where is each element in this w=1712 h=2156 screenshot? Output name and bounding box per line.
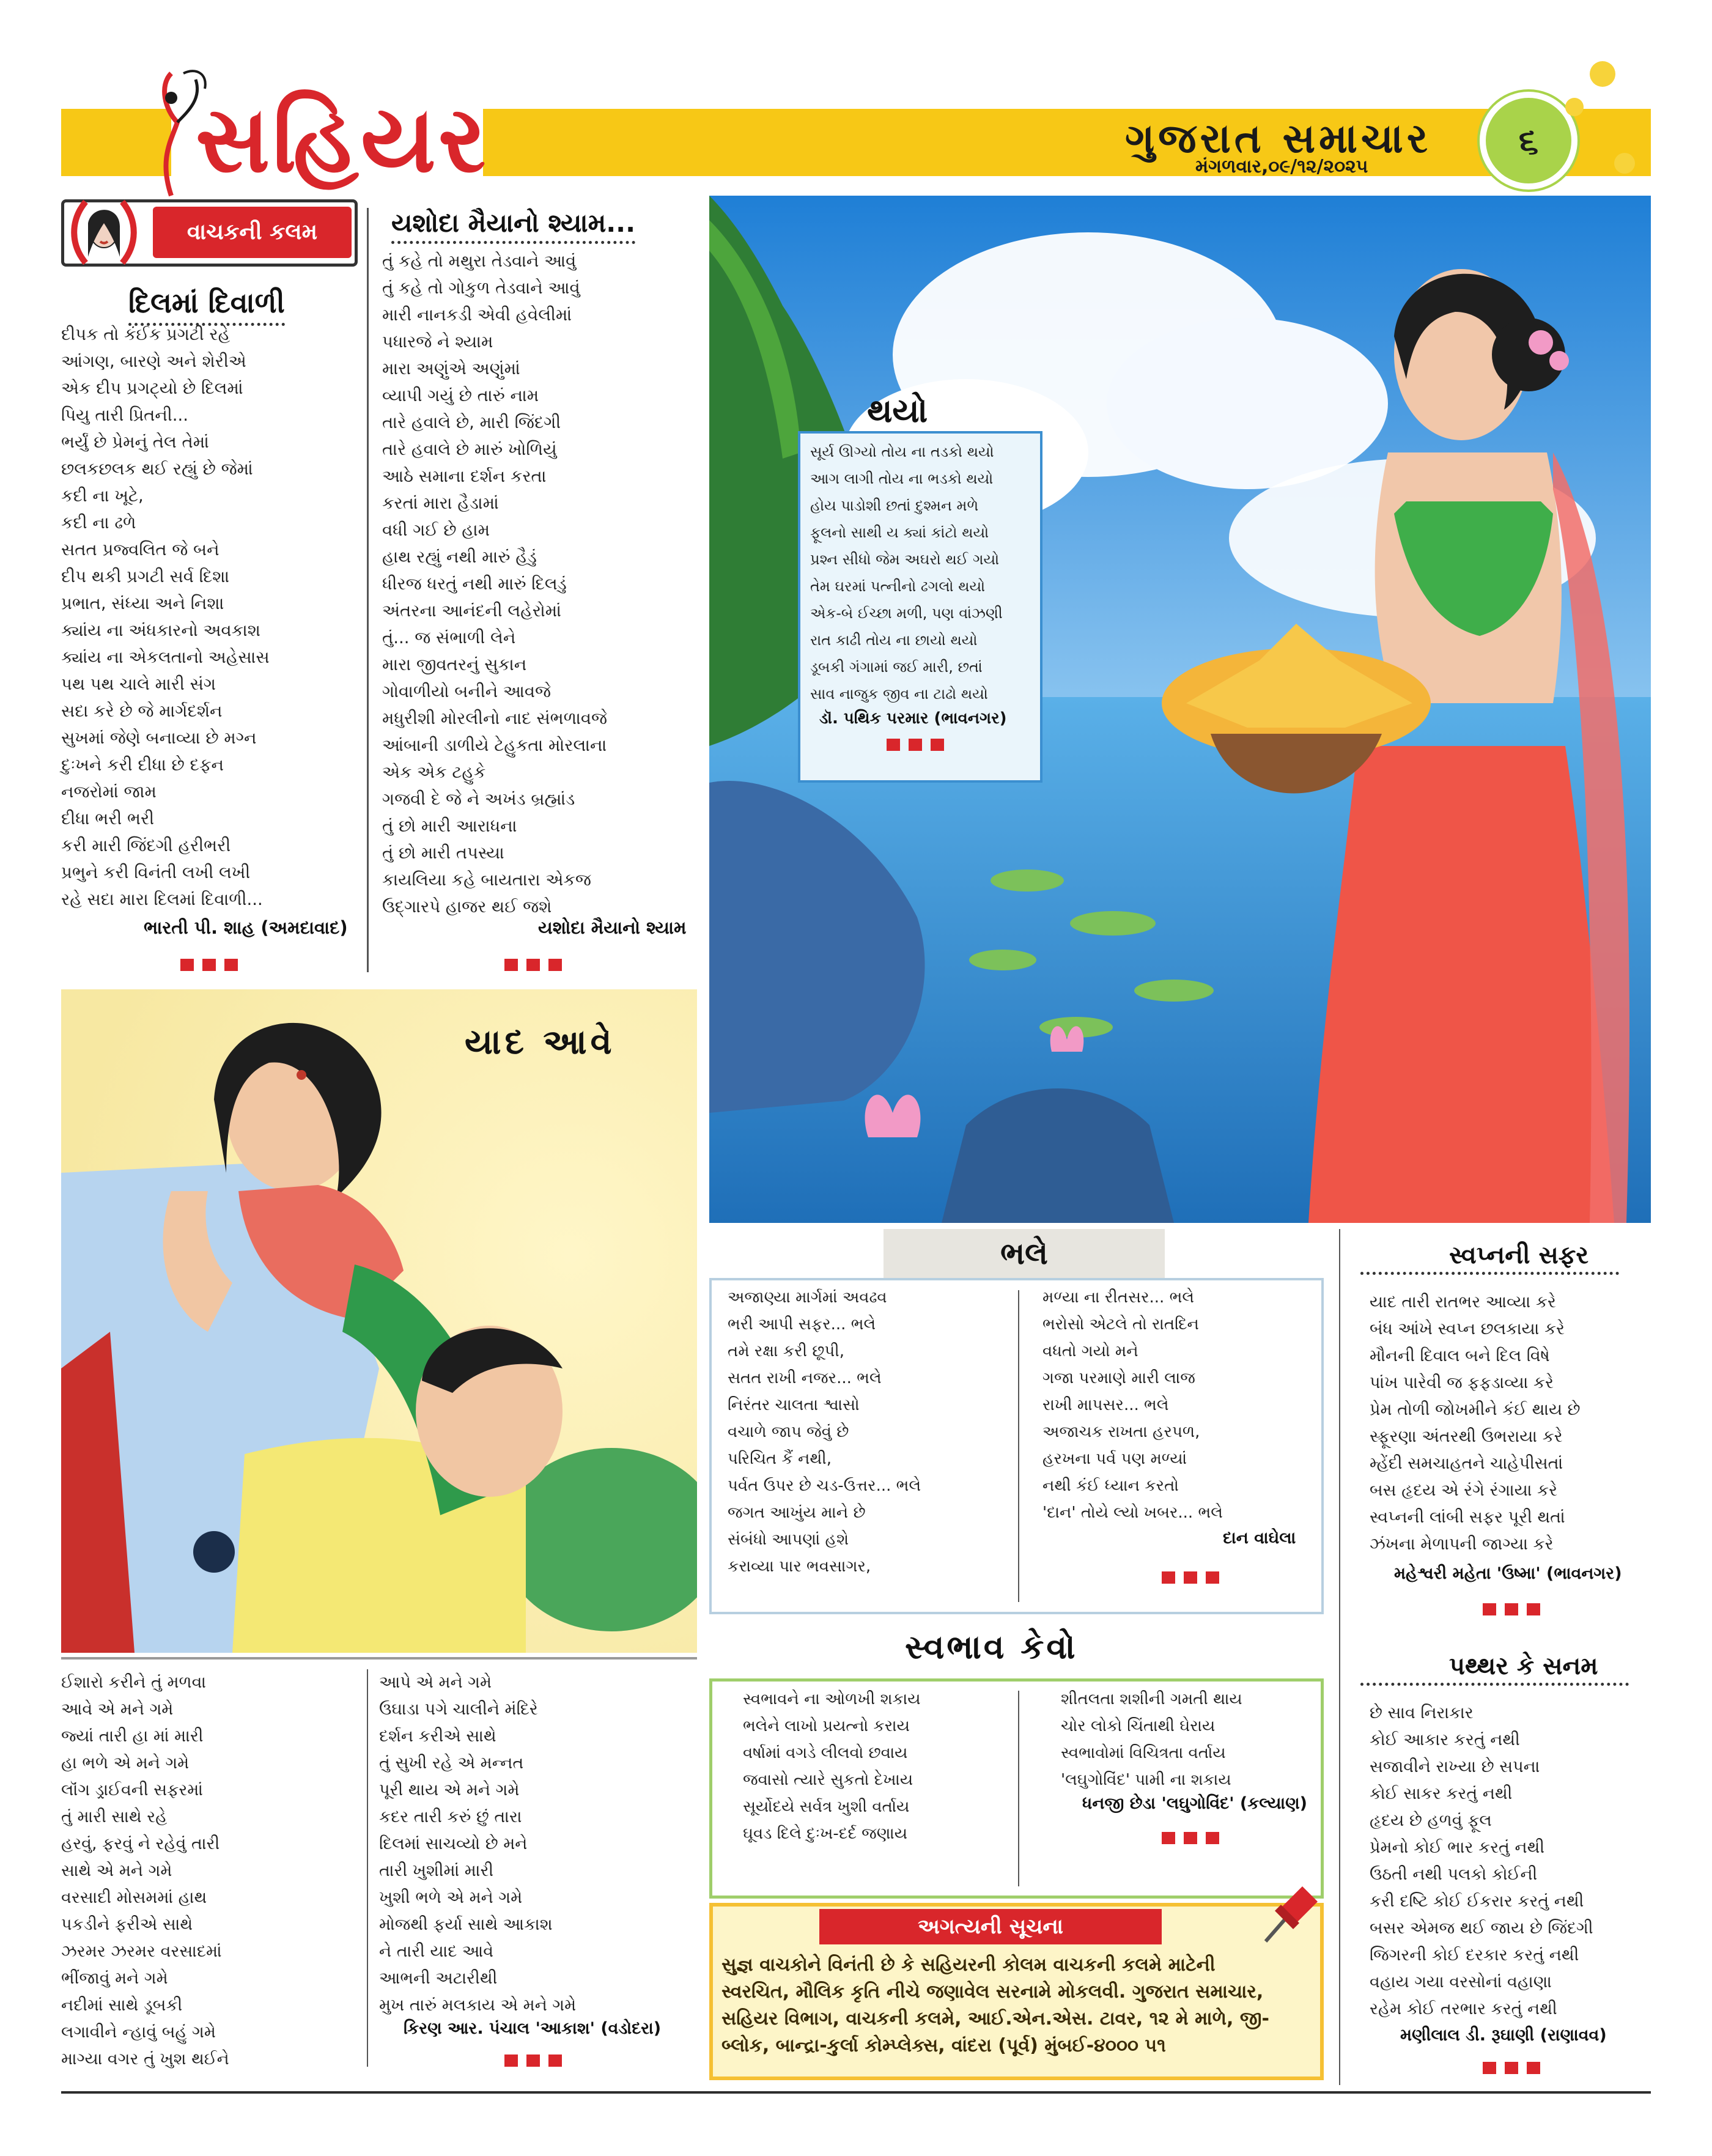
- poem-line: પાંખ પારેવી જ ફફડાવ્યા કરે: [1370, 1373, 1554, 1392]
- poem-line: તું કહે તો મથુરા તેડવાને આવું: [382, 251, 577, 271]
- end-marks: [504, 2054, 562, 2067]
- poem-line: માગ્યા વગર તું ખુશ થઈને: [61, 2050, 229, 2069]
- poem-patthar-lines: [1370, 1700, 1593, 2023]
- notice-title-bar: [819, 1909, 1162, 1944]
- poem-line: તેમ ઘરમાં પત્નીનો ઢગલો થયો: [810, 578, 986, 595]
- column-divider: [1339, 1229, 1340, 2085]
- poem-line: મુખ તારું મલકાય એ મને ગમે: [379, 1996, 577, 2015]
- poem-line: ગજા પરમાણે મારી લાજ: [1042, 1369, 1195, 1387]
- poem-line: સંબંધો આપણાં હશે: [728, 1530, 849, 1549]
- poem-line: જગત આખુંય માને છે: [728, 1504, 866, 1522]
- column-label: [153, 207, 352, 258]
- poem-line: પ્રભુને કરી વિનંતી લખી લખી: [61, 863, 251, 882]
- poem-line: કોઈ સાકર કરતું નથી: [1370, 1784, 1513, 1803]
- poem-line: ઉદ્ગારપે હાજર થઈ જશે: [382, 897, 552, 917]
- poem-line: ઘૂવડ દિલે દુઃખ-દર્દ જણાય: [743, 1825, 908, 1843]
- poem-line: 'દાન' તોયે લ્યો ખબર... ભલે: [1042, 1504, 1223, 1522]
- poem-diwali-title: દિલમાં દિવાળી: [128, 286, 285, 326]
- poem-line: પર્વત ઉપર છે ચડ-ઉત્તર... ભલે: [728, 1477, 921, 1495]
- poem-line: ભીંજાવું મને ગમે: [61, 1969, 168, 1988]
- poem-yaad-lines-left: [61, 1669, 229, 2073]
- notice-lines: [721, 1949, 1269, 2057]
- poem-line: તું કહે તો ગોકુળ તેડવાને આવું: [382, 278, 580, 298]
- poem-line: સતત રાખી નજર... ભલે: [728, 1369, 882, 1387]
- poem-line: તારે હવાલે છે મારું ખોળિયું: [382, 440, 557, 459]
- poem-line: સુખમાં જેણે બનાવ્યા છે મગ્ન: [61, 728, 257, 748]
- poem-line: મારી નાનકડી એવી હવેલીમાં: [382, 305, 572, 325]
- flower-decoration-icon: [1590, 61, 1615, 87]
- couple-illustration: [61, 989, 697, 1653]
- poem-yaad-author: કિરણ આર. પંચાલ 'આકાશ' (વડોદરા): [404, 2019, 662, 2038]
- poem-line: અજાણ્યા માર્ગમાં અવઢવ: [728, 1288, 887, 1307]
- poem-line: છલકછલક થઈ રહ્યું છે જેમાં: [61, 459, 253, 479]
- poem-line: ધીરજ ધરતું નથી મારું દિલડું: [382, 574, 567, 594]
- poem-line: મોજથી ફર્યા સાથે આકાશ: [379, 1915, 553, 1934]
- brand-title: સહિયર: [196, 86, 489, 193]
- end-marks: [887, 739, 944, 751]
- poem-yashoda-author: યશોદા મૈયાનો શ્યામ: [538, 917, 687, 938]
- reader-avatar-icon: [67, 196, 141, 269]
- poem-line: સતત પ્રજ્વલિત જે બને: [61, 540, 220, 559]
- poem-line: સ્વપ્નની લાંબી સફર પૂરી થતાં: [1370, 1508, 1565, 1527]
- poem-diwali-lines: [61, 321, 270, 913]
- poem-line: જિગરની કોઈ દરકાર કરતું નથી: [1370, 1946, 1579, 1965]
- poem-line: હરખના પર્વ પણ મળ્યાં: [1042, 1450, 1187, 1468]
- poem-line: નથી કંઈ ધ્યાન કરતો: [1042, 1477, 1179, 1495]
- poem-line: સ્ફૂરણા અંતરથી ઉભરાયા કરે: [1370, 1427, 1563, 1446]
- poem-swabhav-title: સ્વભાવ કેવો: [905, 1628, 1078, 1666]
- poem-line: સૂર્યોદયે સર્વત્ર ખુશી વર્તાય: [743, 1798, 910, 1816]
- poem-diwali-author: ભારતી પી. શાહ (અમદાવાદ): [144, 917, 348, 938]
- pushpin-icon: [1247, 1874, 1327, 1954]
- poem-line: વરસાદી મોસમમાં હાથ: [61, 1888, 207, 1907]
- poem-line: દીપક તો કંઈક પ્રગટી રહે: [61, 325, 231, 344]
- poem-line: તમે રક્ષા કરી છૂપી,: [728, 1342, 844, 1360]
- poem-line: ભરી આપી સફર... ભલે: [728, 1315, 876, 1334]
- poem-line: સદા કરે છે જે માર્ગદર્શન: [61, 701, 223, 721]
- poem-thayo-title: થયો: [867, 391, 928, 430]
- poem-line: વર્ષામાં વગડે લીલવો છવાય: [743, 1744, 908, 1762]
- poem-line: આંગણ, બારણે અને શેરીએ: [61, 352, 246, 371]
- poem-line: પરિચિત કૈં નથી,: [728, 1450, 832, 1468]
- poem-line: કરી મારી જિંદગી હરીભરી: [61, 836, 231, 855]
- poem-line: ડૂબકી ગંગામાં જઈ મારી, છતાં: [810, 659, 983, 676]
- column-label-text: વાચકની કલમ: [186, 220, 318, 245]
- poem-line: તું મારી સાથે રહે: [61, 1807, 168, 1826]
- poem-bhale-lines-right: [1042, 1284, 1223, 1526]
- page-number-badge: [1480, 92, 1577, 190]
- poem-line: તું સુખી રહે એ મન્નત: [379, 1754, 524, 1773]
- issue-date: મંગળવાર,૦૯/૧૨/૨૦૨૫: [1195, 156, 1368, 177]
- poem-line: જ્યાં તારી હા માં મારી: [61, 1727, 204, 1746]
- poem-line: પ્રેમ તોળી જોખમીને કંઈ થાય છે: [1370, 1400, 1581, 1419]
- poem-bhale-title: ભલે: [1000, 1235, 1048, 1271]
- column-divider: [367, 208, 369, 972]
- poem-line: ને તારી યાદ આવે: [379, 1942, 494, 1961]
- poem-thayo-lines: [810, 439, 1003, 708]
- poem-line: નજરોમાં જામ: [61, 782, 157, 802]
- poem-line: ભર્યું છે પ્રેમનું તેલ તેમાં: [61, 432, 209, 452]
- poem-yaad-title: યાદ આવે: [465, 1022, 616, 1062]
- poem-line: એક-બે ઈચ્છા મળી, પણ વાંઝણી: [810, 605, 1003, 622]
- poem-bhale-lines-left: [728, 1284, 921, 1580]
- flower-decoration-icon: [1565, 98, 1584, 116]
- section-rule: [61, 1657, 697, 1659]
- poem-line: અજાચક રાખતા હરપળ,: [1042, 1423, 1200, 1441]
- column-divider: [1018, 1691, 1019, 1886]
- poem-line: સૂર્ય ઊગ્યો તોય ના તડકો થયો: [810, 443, 994, 460]
- poem-line: સાથે એ મને ગમે: [61, 1861, 172, 1880]
- poem-line: 'લઘુગોવિંદ' પામી ના શકાય: [1061, 1771, 1231, 1789]
- poem-line: નદીમાં સાથે ડૂબકી: [61, 1996, 183, 2015]
- poem-line: વહાય ગયા વરસોનાં વહાણા: [1370, 1973, 1552, 1992]
- poem-line: પકડીને ફરીએ સાથે: [61, 1915, 193, 1934]
- poem-line: રાખી માપસર... ભલે: [1042, 1396, 1169, 1414]
- poem-line: સ્વરચિત, મૌલિક કૃતિ નીચે જણાવેલ સરનામે મોકલવી. ગુજરાત સમાચાર,: [721, 1981, 1264, 2003]
- poem-line: સુજ્ઞ વાચકોને વિનંતી છે કે સહિયરની કોલમ વાચકની કલમે માટેની: [721, 1954, 1216, 1976]
- poem-line: પ્રેમનો કોઈ ભાર કરતું નથી: [1370, 1838, 1545, 1857]
- poem-line: રહે સદા મારા દિલમાં દિવાળી...: [61, 890, 263, 909]
- poem-line: ગોવાળીયો બનીને આવજે: [382, 682, 552, 701]
- poem-line: આઠે સમાના દર્શન કરતા: [382, 467, 547, 486]
- poem-swabhav-lines-right: [1061, 1686, 1242, 1793]
- poem-line: લગાવીને ન્હાવું બહું ગમે: [61, 2023, 216, 2042]
- poem-line: મારા જીવતરનું સુકાન: [382, 655, 527, 674]
- poem-line: વધતો ગયો મને: [1042, 1342, 1138, 1360]
- poem-line: સ્વભાવને ના ઓળખી શકાય: [743, 1690, 921, 1708]
- poem-line: કદી ના ખૂટે,: [61, 486, 144, 506]
- poem-line: કોઈ આકાર કરતું નથી: [1370, 1730, 1520, 1749]
- end-marks: [1162, 1832, 1219, 1844]
- poem-line: ઈશારો કરીને તું મળવા: [61, 1673, 207, 1692]
- poem-line: બંધ આંખે સ્વપ્ન છલકાયા કરે: [1370, 1320, 1565, 1338]
- poem-line: સ્વભાવોમાં વિચિત્રતા વર્તાય: [1061, 1744, 1226, 1762]
- page-bottom-rule: [61, 2091, 1651, 2094]
- poem-line: ઝંખના મેળાપની જાગ્યા કરે: [1370, 1535, 1554, 1554]
- poem-line: મળ્યા ના રીતસર... ભલે: [1042, 1288, 1195, 1307]
- poem-line: યાદ તારી રાતભર આવ્યા કરે: [1370, 1293, 1556, 1312]
- end-marks: [1483, 1603, 1540, 1615]
- poem-line: તું છો મારી આરાધના: [382, 816, 517, 836]
- poem-line: ઉઠતી નથી પલકો કોઈની: [1370, 1865, 1538, 1884]
- poem-line: તું... જ સંભાળી લેને: [382, 628, 516, 648]
- poem-line: કરાવ્યા પાર ભવસાગર,: [728, 1557, 871, 1576]
- poem-line: કાયલિયા કહે બાયતારા એકજ: [382, 870, 591, 890]
- poem-line: પધારજે ને શ્યામ: [382, 332, 493, 352]
- poem-line: પથ પથ ચાલે મારી સંગ: [61, 674, 216, 694]
- end-marks: [504, 959, 562, 971]
- poem-line: પ્રભાત, સંધ્યા અને નિશા: [61, 594, 224, 613]
- poem-line: દર્શન કરીએ સાથે: [379, 1727, 496, 1746]
- poem-line: મ્હેંદી સમચાહતને ચાહેપીસતાં: [1370, 1454, 1563, 1473]
- poem-line: પ્રશ્ન સીધો જેમ અઘરો થઈ ગયો: [810, 551, 1000, 568]
- poem-line: ચોર લોકો ચિંતાથી ઘેરાય: [1061, 1717, 1216, 1735]
- poem-swabhav-author: ધનજી છેડા 'લઘુગોવિંદ' (કલ્યાણ): [1082, 1794, 1307, 1813]
- poem-line: તું છો મારી તપસ્યા: [382, 843, 504, 863]
- poem-line: રહેમ કોઈ તરભાર કરતું નથી: [1370, 1999, 1557, 2018]
- poem-line: આંબાની ડાળીયે ટેહુકતા મોરલાના: [382, 736, 607, 755]
- poem-line: ભરોસો એટલે તો રાતદિન: [1042, 1315, 1199, 1334]
- poem-line: હરવું, ફરવું ને રહેવું તારી: [61, 1834, 220, 1853]
- poem-line: હોય પાડોશી છતાં દુશ્મન મળે: [810, 497, 979, 514]
- poem-line: અંતરના આનંદની લહેરોમાં: [382, 601, 561, 621]
- poem-line: આગ લાગી તોય ના ભડકો થયો: [810, 470, 994, 487]
- flower-decoration-icon: [1614, 153, 1635, 174]
- poem-line: જવાસો ત્યારે સુકતો દેખાય: [743, 1771, 913, 1789]
- poem-patthar-title: પથ્થર કે સનમ: [1360, 1652, 1629, 1686]
- poem-line: નિરંતર ચાલતા શ્વાસો: [728, 1396, 860, 1414]
- end-marks: [180, 959, 238, 971]
- poem-line: કરી દષ્ટિ કોઈ ઈકરાર કરતું નથી: [1370, 1892, 1584, 1911]
- poem-yaad-lines-right: [379, 1669, 576, 2019]
- poem-line: ઝરમર ઝરમર વરસાદમાં: [61, 1942, 222, 1961]
- poem-line: આવે એ મને ગમે: [61, 1700, 174, 1719]
- poem-line: મધુરીશી મોરલીનો નાદ સંભળાવજે: [382, 709, 608, 728]
- poem-line: હા ભળે એ મને ગમે: [61, 1754, 190, 1773]
- poem-line: દુઃખને કરી દીધા છે દફન: [61, 755, 224, 775]
- end-marks: [1162, 1571, 1219, 1584]
- poem-line: દીધા ભરી ભરી: [61, 809, 155, 829]
- poem-line: સાવ નાજુક જીવ ના ટાઢો થયો: [810, 685, 988, 703]
- poem-line: ઉઘાડા પગે ચાલીને મંદિરે: [379, 1700, 538, 1719]
- poem-line: આપે એ મને ગમે: [379, 1673, 492, 1692]
- poem-line: ક્યાંય ના એકલતાનો અહેસાસ: [61, 648, 270, 667]
- poem-swapna-author: મહેશ્વરી મહેતા 'ઉષ્મા' (ભાવનગર): [1394, 1564, 1622, 1583]
- poem-line: બસ હૃદય એ રંગે રંગાયા કરે: [1370, 1481, 1558, 1500]
- poem-line: રાત કાઢી તોય ના છાયો થયો: [810, 632, 978, 649]
- poem-line: તારી ખુશીમાં મારી: [379, 1861, 494, 1880]
- poem-line: બ્લોક, બાન્દ્રા-કુર્લા કોમ્પ્લેક્સ, વાંદરા (પૂર્વ) મુંબઈ-૪૦૦૦ ૫૧: [721, 2035, 1166, 2056]
- poem-line: દિલમાં સાચવ્યો છે મને: [379, 1834, 528, 1853]
- poem-line: ભલેને લાખો પ્રયત્નો કરાય: [743, 1717, 910, 1735]
- poem-line: હૃદય છે હળવું ફૂલ: [1370, 1811, 1492, 1830]
- poem-line: બસર એમજ થઈ જાય છે જિંદગી: [1370, 1919, 1593, 1938]
- poem-line: છે સાવ નિરાકાર: [1370, 1704, 1474, 1722]
- poem-line: વધી ગઈ છે હામ: [382, 520, 490, 540]
- poem-line: કરતાં મારા હૈડામાં: [382, 493, 499, 513]
- poem-line: કદી ના ઢળે: [61, 513, 136, 533]
- poem-line: પૂરી થાય એ મને ગમે: [379, 1781, 520, 1800]
- poem-yashoda-title: યશોદા મૈયાનો શ્યામ...: [391, 208, 635, 244]
- poem-line: એક દીપ પ્રગટ્યો છે દિલમાં: [61, 378, 243, 398]
- column-divider: [367, 1669, 368, 2067]
- poem-line: મૌનની દિવાલ બને દિલ વિષે: [1370, 1346, 1550, 1365]
- poem-swapna-lines: [1370, 1289, 1581, 1558]
- column-divider: [1018, 1290, 1019, 1602]
- poem-thayo-author: ડૉ. પથિક પરમાર (ભાવનગર): [819, 709, 1007, 728]
- poem-patthar-author: મણીલાલ ડી. રૂઘાણી (રાણાવવ): [1400, 2026, 1607, 2045]
- page-number: ૬: [1518, 119, 1539, 161]
- poem-line: ગજવી દે જે ને અખંડ બ્રહ્માંડ: [382, 789, 575, 809]
- notice-title: અગત્યની સૂચના: [917, 1914, 1064, 1939]
- poem-line: ફૂલનો સાથી ય ક્યાં કાંટો થયો: [810, 524, 989, 541]
- poem-line: ક્યાંય ના અંધકારનો અવકાશ: [61, 621, 261, 640]
- poem-line: વ્યાપી ગયું છે તારું નામ: [382, 386, 539, 405]
- poem-yashoda-lines: [382, 248, 607, 920]
- poem-line: એક એક ટહુકે: [382, 762, 486, 782]
- poem-line: સજાવીને રાખ્યા છે સપના: [1370, 1757, 1540, 1776]
- poem-swabhav-lines-left: [743, 1686, 921, 1847]
- poem-line: તારે હવાલે છે, મારી જિંદગી: [382, 413, 561, 432]
- poem-line: વચાળે જાપ જેવું છે: [728, 1423, 849, 1441]
- poem-line: પિયુ તારી પ્રિતની...: [61, 405, 188, 425]
- poem-line: મારા અણુંએ અણુંમાં: [382, 359, 520, 378]
- poem-line: સહિયર વિભાગ, વાચકની કલમે, આઈ.એન.એસ. ટાવર, ૧૨ મે માળે, જી-: [721, 2008, 1269, 2029]
- poem-line: કદર તારી કરું છું તારા: [379, 1807, 522, 1826]
- poem-line: હાથ રહ્યું નથી મારું હૈડું: [382, 547, 537, 567]
- poem-line: લૉંગ ડ્રાઈવની સફરમાં: [61, 1781, 203, 1800]
- poem-bhale-title-box: [884, 1229, 1165, 1278]
- poem-swapna-title: સ્વપ્નની સફર: [1360, 1241, 1619, 1275]
- poem-bhale-author: દાન વાઘેલા: [1223, 1529, 1296, 1548]
- poem-line: દીપ થકી પ્રગટી સર્વ દિશા: [61, 567, 230, 586]
- newspaper-name: ગુજરાત સમાચાર: [1125, 115, 1431, 162]
- poem-line: ખુશી ભળે એ મને ગમે: [379, 1888, 523, 1907]
- poem-line: આભની અટારીથી: [379, 1969, 498, 1988]
- poem-line: શીતલતા શશીની ગમતી થાય: [1061, 1690, 1242, 1708]
- end-marks: [1483, 2062, 1540, 2074]
